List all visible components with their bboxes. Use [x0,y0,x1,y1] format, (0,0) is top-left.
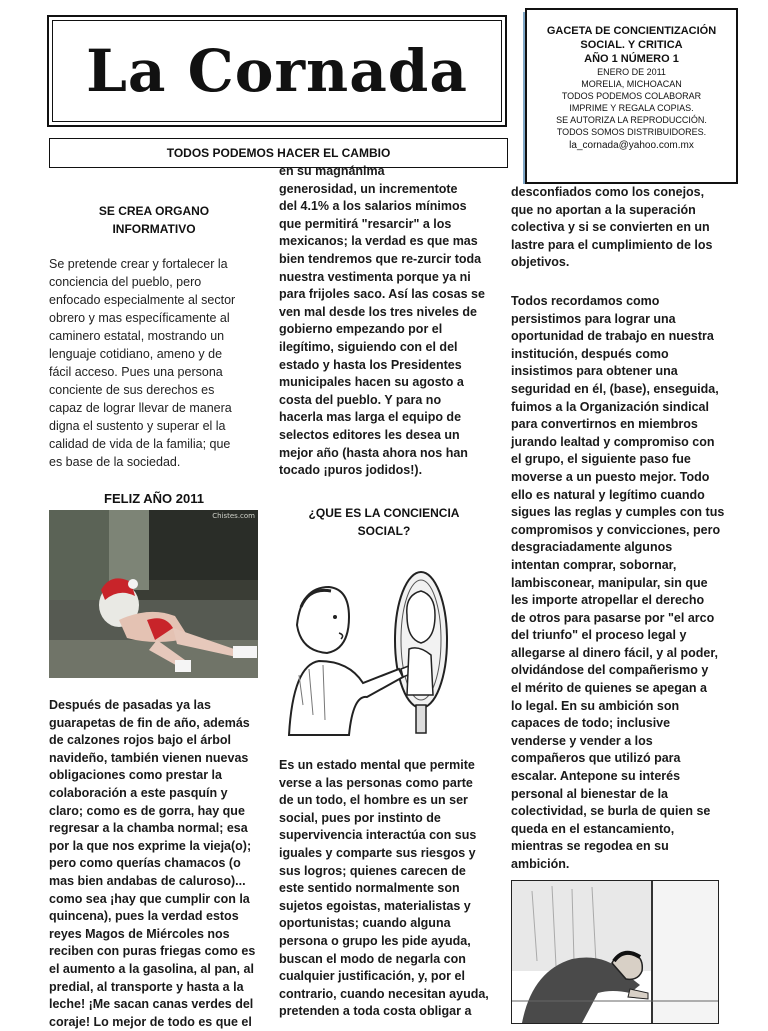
text-line: por la que nos exprime la vieja(o); [49,838,252,853]
text-line: municipales hacen su agosto a [279,375,464,390]
text-line: verse a las personas como parte [279,775,473,790]
text-line: de otros para pasarse por "el arco [511,610,715,625]
text-line: este sentido normalmente son [279,881,460,896]
text-line: personal al bienestar de la [511,786,669,801]
text-line: en su magnánima [279,164,385,178]
text-line: oportunistas; cuando alguna [279,916,451,931]
text-line: mientras se regodea en su [511,839,669,854]
text-line: estado y hasta los Presidentes [279,357,462,372]
info-line: TODOS PODEMOS COLABORAR [561,91,702,101]
text-line: lo legal. En su ambición son [511,698,680,713]
info-line: TODOS SOMOS DISTRIBUIDORES. [556,127,707,137]
text-line: claro; como es de gorra, hay que [49,803,245,818]
text-line: enfocado especialmente al sector [49,293,236,307]
text-line: ilegítimo, siguiendo con el del [279,339,458,354]
text-line: oportunidad de trabajo en nuestra [511,329,714,344]
text-line: mejor año (hasta ahora nos han [279,445,468,460]
text-line: desconfiados como los conejos, [511,185,705,199]
text-line: insistimos para obtener una [511,364,678,379]
article-body [279,757,494,1021]
text-line: predial, al transporte y hasta a la [49,979,244,994]
article-body [49,255,264,471]
text-line: hacerla mas larga el equipo de [279,410,462,425]
text-line: para frijoles saco. Así las cosas se [279,287,485,302]
text-line: Después de pasadas ya las [49,698,211,712]
text-line: costa del pueblo. Y para no [279,392,442,407]
text-line: capaz de lograr llevar de manera [49,401,232,415]
article-heading: FELIZ AÑO 2011 [104,491,204,506]
text-line: colectiva y si se convierten en un [511,220,710,235]
text-line: pretenden a toda costa obligar a [279,1004,472,1019]
text-line: es base de la sociedad. [49,455,181,469]
text-line: calidad de vida de la familia; que [49,437,231,451]
text-line: venderse y vender a los [511,733,653,748]
text-line: capaces de todo; inclusive [511,716,671,731]
text-line: digna el sustento y superar el la [49,419,226,433]
text-line: persona o grupo les pide ayuda, [279,933,471,948]
text-line: obrero y mas específicamente al [49,311,230,325]
info-line: SOCIAL. Y CRITICA [580,39,683,51]
text-line: Es un estado mental que permite [279,758,475,772]
text-line: compromisos y convicciones, pero [511,522,721,537]
text-line: colaboración a este pasquín y [49,785,228,800]
text-line: bien tendremos que re-zurcir toda [279,251,482,266]
text-line: como sea ¡hay que cumplir con la [49,891,250,906]
article-body [511,293,731,874]
text-line: jurando lealtad y compromiso con [511,434,715,449]
text-line: Todos recordamos como [511,294,660,308]
masthead [47,15,507,127]
text-line: mexicanos; la verdad es que mas [279,234,478,249]
heading-line: INFORMATIVO [112,222,196,236]
text-line: desgraciadamente algunos [511,540,673,555]
info-line: GACETA DE CONCIENTIZACIÓN [546,25,717,37]
info-line: SE AUTORIZA LA REPRODUCCIÓN. [556,115,707,125]
text-line: escalar. Antepone su interés [511,769,681,784]
text-line: pero como querías chamacos (o [49,856,241,871]
text-line: reyes Magos de Miércoles nos [49,926,230,941]
text-line: mas bien andabas de caluroso)... [49,873,246,888]
text-line: conciencia del pueblo, pero [49,275,202,289]
text-line: obligaciones como prestar la [49,768,222,783]
text-line: para convertirnos en miembros [511,417,698,432]
text-line: social, pues por instinto de [279,810,441,825]
text-line: el mérito de quienes se apegan a [511,681,707,696]
text-line: allegarse al dinero fácil, y al poder, [511,645,719,660]
text-line: contrario, cuando necesitan ayuda, [279,986,489,1001]
text-line: selectos editores les desea un [279,427,460,442]
text-line: seguridad en él, (base), enseguida, [511,381,719,396]
text-line: lastre para el cumplimiento de los [511,237,713,252]
photo-watermark: Chistes.com [212,512,255,520]
text-line: cualquier justificación, y, por el [279,969,465,984]
text-line: Se pretende crear y fortalecer la [49,257,228,271]
text-line: que no aportan a la superación [511,202,696,217]
publication-info-box [525,8,738,184]
text-line: coraje! Lo mejor de todo es que el [49,1014,252,1029]
text-line: leche! ¡Me sacan canas verdes del [49,997,254,1012]
text-line: sigues las reglas y cumples con tus [511,505,725,520]
text-line: institución, después como [511,346,669,361]
text-line: objetivos. [511,255,570,270]
text-line: olvidándose del compañerismo y [511,663,709,678]
heading-line: SE CREA ORGANO [98,204,210,218]
newspaper-title: La Cornada [86,37,468,105]
text-line: les importe atropellar el derecho [511,593,705,608]
text-line: buscan el modo de negarla con [279,951,466,966]
text-line: tocado ¡puros jodidos!). [279,463,423,478]
text-line: gobierno empezando por el [279,322,443,337]
article-body [511,184,731,272]
text-line: sus logros; quienes carecen de [279,863,466,878]
text-line: de un todo, el hombre es un ser [279,793,468,808]
text-line: persistimos para lograr una [511,311,676,326]
info-line: ENERO DE 2011 [597,67,666,77]
info-line: AÑO 1 NÚMERO 1 [584,53,679,65]
text-line: del triunfo" el proceso legal y [511,628,687,643]
info-line: MORELIA, MICHOACAN [581,79,682,89]
info-line: IMPRIME Y REGALA COPIAS. [569,103,694,113]
text-line: reciben con puras friegas como es [49,944,256,959]
text-line: caminero estatal, mostrando un [49,329,225,343]
article-heading [279,504,489,540]
text-line: supervivencia interactúa con sus [279,828,477,843]
article-body [279,163,494,480]
mirror-illustration [279,565,459,740]
text-line: iguales y comparte sus riesgos y [279,845,476,860]
text-line: que permitirá "resarcir" a los [279,216,452,231]
text-line: ven mal desde los tres niveles de [279,304,478,319]
text-line: ambición. [511,857,570,871]
contact-email[interactable]: la_cornada@yahoo.com.mx [569,140,694,151]
text-line: el aumento a la gasolina, al pan, al [49,961,254,976]
text-line: colectividad, se burla de quien se [511,804,711,819]
heading-line: ¿QUE ES LA CONCIENCIA [308,506,460,520]
text-line: compañeros que utilizó para [511,751,681,766]
text-line: el grupo, el siguiente paso fue [511,452,691,467]
text-line: queda en el estancamiento, [511,821,675,836]
text-line: nuestra vestimenta porque ya ni [279,269,471,284]
article-heading [49,202,259,238]
text-line: regresar a la chamba normal; esa [49,821,248,836]
text-line: fácil acceso. Pues una persona [49,365,223,379]
kneeling-man-illustration [511,880,719,1024]
text-line: quincena), pues la verdad estos [49,909,239,924]
text-line: guarapetas de fin de año, además [49,715,250,730]
text-line: fuimos a la Organización sindical [511,399,709,414]
text-line: del 4.1% a los salarios mínimos [279,199,467,214]
santa-photo [49,510,258,678]
text-line: conciente de sus derechos es [49,383,215,397]
text-line: intentan comprar, sobornar, [511,557,677,572]
slogan-banner: TODOS PODEMOS HACER EL CAMBIO [49,138,508,168]
text-line: lenguaje cotidiano, ameno y de [49,347,223,361]
article-body [49,697,264,1031]
text-line: navideño, también vienen nuevas [49,750,249,765]
text-line: sujetos egoistas, materialistas y [279,898,471,913]
text-line: lambisconear, manipular, sin que [511,575,708,590]
text-line: ello es natural y legítimo cuando [511,487,705,502]
heading-line: SOCIAL? [357,524,411,538]
text-line: generosidad, un incrementote [279,181,458,196]
text-line: moverse a un puesto mejor. Todo [511,469,710,484]
text-line: de calzones rojos bajo el árbol [49,733,231,748]
